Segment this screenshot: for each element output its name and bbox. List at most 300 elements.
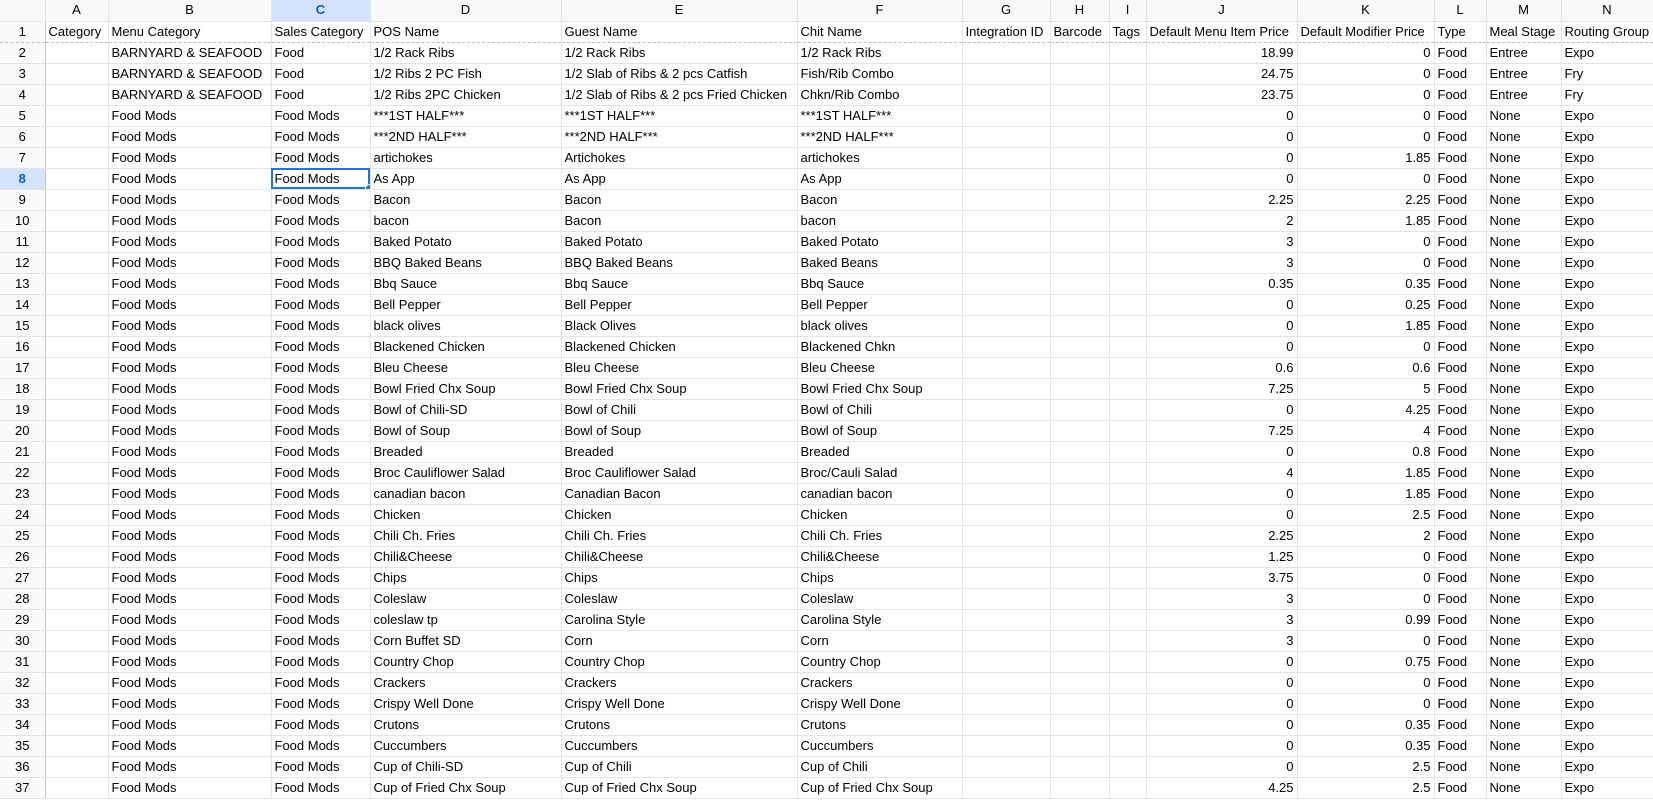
cell-n37[interactable]: Expo xyxy=(1561,777,1653,798)
row-header-11[interactable]: 11 xyxy=(0,231,45,252)
cell-g11[interactable] xyxy=(962,231,1050,252)
cell-i9[interactable] xyxy=(1109,189,1146,210)
cell-j6[interactable]: 0 xyxy=(1146,126,1297,147)
cell-k12[interactable]: 0 xyxy=(1297,252,1434,273)
cell-i1[interactable]: Tags xyxy=(1109,21,1146,42)
cell-l2[interactable]: Food xyxy=(1434,42,1486,63)
column-header-n[interactable]: N xyxy=(1561,0,1653,21)
cell-d35[interactable]: Cuccumbers xyxy=(370,735,561,756)
cell-b34[interactable]: Food Mods xyxy=(108,714,271,735)
cell-l14[interactable]: Food xyxy=(1434,294,1486,315)
cell-j11[interactable]: 3 xyxy=(1146,231,1297,252)
cell-n36[interactable]: Expo xyxy=(1561,756,1653,777)
cell-f7[interactable]: artichokes xyxy=(797,147,962,168)
cell-k6[interactable]: 0 xyxy=(1297,126,1434,147)
cell-b4[interactable]: BARNYARD & SEAFOOD xyxy=(108,84,271,105)
cell-h27[interactable] xyxy=(1050,567,1109,588)
cell-n30[interactable]: Expo xyxy=(1561,630,1653,651)
cell-k35[interactable]: 0.35 xyxy=(1297,735,1434,756)
cell-h24[interactable] xyxy=(1050,504,1109,525)
cell-e23[interactable]: Canadian Bacon xyxy=(561,483,797,504)
cell-m37[interactable]: None xyxy=(1486,777,1561,798)
cell-g26[interactable] xyxy=(962,546,1050,567)
cell-a22[interactable] xyxy=(45,462,108,483)
cell-n18[interactable]: Expo xyxy=(1561,378,1653,399)
row-header-15[interactable]: 15 xyxy=(0,315,45,336)
cell-f31[interactable]: Country Chop xyxy=(797,651,962,672)
cell-h21[interactable] xyxy=(1050,441,1109,462)
row-header-16[interactable]: 16 xyxy=(0,336,45,357)
cell-g22[interactable] xyxy=(962,462,1050,483)
cell-k5[interactable]: 0 xyxy=(1297,105,1434,126)
cell-l13[interactable]: Food xyxy=(1434,273,1486,294)
cell-i7[interactable] xyxy=(1109,147,1146,168)
cell-e13[interactable]: Bbq Sauce xyxy=(561,273,797,294)
cell-j29[interactable]: 3 xyxy=(1146,609,1297,630)
cell-a21[interactable] xyxy=(45,441,108,462)
cell-g9[interactable] xyxy=(962,189,1050,210)
cell-d26[interactable]: Chili&Cheese xyxy=(370,546,561,567)
cell-k25[interactable]: 2 xyxy=(1297,525,1434,546)
cell-g4[interactable] xyxy=(962,84,1050,105)
cell-f11[interactable]: Baked Potato xyxy=(797,231,962,252)
cell-n24[interactable]: Expo xyxy=(1561,504,1653,525)
cell-j14[interactable]: 0 xyxy=(1146,294,1297,315)
cell-c30[interactable]: Food Mods xyxy=(271,630,370,651)
cell-g2[interactable] xyxy=(962,42,1050,63)
cell-d7[interactable]: artichokes xyxy=(370,147,561,168)
cell-f6[interactable]: ***2ND HALF*** xyxy=(797,126,962,147)
cell-e4[interactable]: 1/2 Slab of Ribs & 2 pcs Fried Chicken xyxy=(561,84,797,105)
cell-g36[interactable] xyxy=(962,756,1050,777)
cell-l6[interactable]: Food xyxy=(1434,126,1486,147)
cell-f1[interactable]: Chit Name xyxy=(797,21,962,42)
cell-m2[interactable]: Entree xyxy=(1486,42,1561,63)
cell-l28[interactable]: Food xyxy=(1434,588,1486,609)
cell-c22[interactable]: Food Mods xyxy=(271,462,370,483)
cell-k9[interactable]: 2.25 xyxy=(1297,189,1434,210)
cell-j27[interactable]: 3.75 xyxy=(1146,567,1297,588)
row-header-36[interactable]: 36 xyxy=(0,756,45,777)
cell-c31[interactable]: Food Mods xyxy=(271,651,370,672)
cell-m31[interactable]: None xyxy=(1486,651,1561,672)
cell-f33[interactable]: Crispy Well Done xyxy=(797,693,962,714)
cell-f19[interactable]: Bowl of Chili xyxy=(797,399,962,420)
column-header-d[interactable]: D xyxy=(370,0,561,21)
cell-l25[interactable]: Food xyxy=(1434,525,1486,546)
cell-k2[interactable]: 0 xyxy=(1297,42,1434,63)
cell-l11[interactable]: Food xyxy=(1434,231,1486,252)
cell-l23[interactable]: Food xyxy=(1434,483,1486,504)
cell-m36[interactable]: None xyxy=(1486,756,1561,777)
cell-m14[interactable]: None xyxy=(1486,294,1561,315)
cell-k26[interactable]: 0 xyxy=(1297,546,1434,567)
cell-c36[interactable]: Food Mods xyxy=(271,756,370,777)
cell-l30[interactable]: Food xyxy=(1434,630,1486,651)
cell-g35[interactable] xyxy=(962,735,1050,756)
cell-d33[interactable]: Crispy Well Done xyxy=(370,693,561,714)
cell-m35[interactable]: None xyxy=(1486,735,1561,756)
cell-b9[interactable]: Food Mods xyxy=(108,189,271,210)
cell-f24[interactable]: Chicken xyxy=(797,504,962,525)
cell-m29[interactable]: None xyxy=(1486,609,1561,630)
cell-f13[interactable]: Bbq Sauce xyxy=(797,273,962,294)
cell-k24[interactable]: 2.5 xyxy=(1297,504,1434,525)
cell-c11[interactable]: Food Mods xyxy=(271,231,370,252)
cell-i13[interactable] xyxy=(1109,273,1146,294)
cell-h10[interactable] xyxy=(1050,210,1109,231)
cell-h12[interactable] xyxy=(1050,252,1109,273)
cell-a15[interactable] xyxy=(45,315,108,336)
cell-b37[interactable]: Food Mods xyxy=(108,777,271,798)
cell-h23[interactable] xyxy=(1050,483,1109,504)
cell-l34[interactable]: Food xyxy=(1434,714,1486,735)
cell-i20[interactable] xyxy=(1109,420,1146,441)
cell-a17[interactable] xyxy=(45,357,108,378)
cell-i10[interactable] xyxy=(1109,210,1146,231)
cell-c2[interactable]: Food xyxy=(271,42,370,63)
column-header-a[interactable]: A xyxy=(45,0,108,21)
cell-g12[interactable] xyxy=(962,252,1050,273)
cell-b17[interactable]: Food Mods xyxy=(108,357,271,378)
cell-g29[interactable] xyxy=(962,609,1050,630)
cell-a24[interactable] xyxy=(45,504,108,525)
cell-d8[interactable]: As App xyxy=(370,168,561,189)
cell-f4[interactable]: Chkn/Rib Combo xyxy=(797,84,962,105)
cell-h2[interactable] xyxy=(1050,42,1109,63)
cell-h16[interactable] xyxy=(1050,336,1109,357)
cell-e3[interactable]: 1/2 Slab of Ribs & 2 pcs Catfish xyxy=(561,63,797,84)
cell-j15[interactable]: 0 xyxy=(1146,315,1297,336)
cell-d30[interactable]: Corn Buffet SD xyxy=(370,630,561,651)
cell-i4[interactable] xyxy=(1109,84,1146,105)
cell-l17[interactable]: Food xyxy=(1434,357,1486,378)
cell-h15[interactable] xyxy=(1050,315,1109,336)
column-header-f[interactable]: F xyxy=(797,0,962,21)
cell-e24[interactable]: Chicken xyxy=(561,504,797,525)
cell-a9[interactable] xyxy=(45,189,108,210)
row-header-32[interactable]: 32 xyxy=(0,672,45,693)
row-header-29[interactable]: 29 xyxy=(0,609,45,630)
cell-e26[interactable]: Chili&Cheese xyxy=(561,546,797,567)
cell-a4[interactable] xyxy=(45,84,108,105)
cell-k21[interactable]: 0.8 xyxy=(1297,441,1434,462)
cell-b8[interactable]: Food Mods xyxy=(108,168,271,189)
cell-e28[interactable]: Coleslaw xyxy=(561,588,797,609)
cell-d14[interactable]: Bell Pepper xyxy=(370,294,561,315)
cell-g10[interactable] xyxy=(962,210,1050,231)
cell-j1[interactable]: Default Menu Item Price xyxy=(1146,21,1297,42)
cell-n33[interactable]: Expo xyxy=(1561,693,1653,714)
column-header-j[interactable]: J xyxy=(1146,0,1297,21)
cell-f21[interactable]: Breaded xyxy=(797,441,962,462)
cell-i8[interactable] xyxy=(1109,168,1146,189)
cell-j32[interactable]: 0 xyxy=(1146,672,1297,693)
cell-m9[interactable]: None xyxy=(1486,189,1561,210)
cell-c27[interactable]: Food Mods xyxy=(271,567,370,588)
cell-d18[interactable]: Bowl Fried Chx Soup xyxy=(370,378,561,399)
cell-h14[interactable] xyxy=(1050,294,1109,315)
cell-b30[interactable]: Food Mods xyxy=(108,630,271,651)
cell-f5[interactable]: ***1ST HALF*** xyxy=(797,105,962,126)
cell-g32[interactable] xyxy=(962,672,1050,693)
cell-j35[interactable]: 0 xyxy=(1146,735,1297,756)
cell-h13[interactable] xyxy=(1050,273,1109,294)
cell-a14[interactable] xyxy=(45,294,108,315)
cell-g13[interactable] xyxy=(962,273,1050,294)
cell-g25[interactable] xyxy=(962,525,1050,546)
cell-m18[interactable]: None xyxy=(1486,378,1561,399)
cell-k29[interactable]: 0.99 xyxy=(1297,609,1434,630)
cell-d34[interactable]: Crutons xyxy=(370,714,561,735)
cell-d23[interactable]: canadian bacon xyxy=(370,483,561,504)
cell-k8[interactable]: 0 xyxy=(1297,168,1434,189)
cell-j36[interactable]: 0 xyxy=(1146,756,1297,777)
cell-a36[interactable] xyxy=(45,756,108,777)
cell-g24[interactable] xyxy=(962,504,1050,525)
cell-b11[interactable]: Food Mods xyxy=(108,231,271,252)
cell-h20[interactable] xyxy=(1050,420,1109,441)
cell-l36[interactable]: Food xyxy=(1434,756,1486,777)
cell-i16[interactable] xyxy=(1109,336,1146,357)
cell-b1[interactable]: Menu Category xyxy=(108,21,271,42)
cell-j21[interactable]: 0 xyxy=(1146,441,1297,462)
cell-d2[interactable]: 1/2 Rack Ribs xyxy=(370,42,561,63)
cell-d4[interactable]: 1/2 Ribs 2PC Chicken xyxy=(370,84,561,105)
cell-b21[interactable]: Food Mods xyxy=(108,441,271,462)
cell-d13[interactable]: Bbq Sauce xyxy=(370,273,561,294)
cell-c29[interactable]: Food Mods xyxy=(271,609,370,630)
cell-c9[interactable]: Food Mods xyxy=(271,189,370,210)
row-header-24[interactable]: 24 xyxy=(0,504,45,525)
cell-n35[interactable]: Expo xyxy=(1561,735,1653,756)
cell-b3[interactable]: BARNYARD & SEAFOOD xyxy=(108,63,271,84)
cell-n15[interactable]: Expo xyxy=(1561,315,1653,336)
row-header-21[interactable]: 21 xyxy=(0,441,45,462)
row-header-33[interactable]: 33 xyxy=(0,693,45,714)
cell-i36[interactable] xyxy=(1109,756,1146,777)
cell-j25[interactable]: 2.25 xyxy=(1146,525,1297,546)
cell-g7[interactable] xyxy=(962,147,1050,168)
cell-a32[interactable] xyxy=(45,672,108,693)
cell-a34[interactable] xyxy=(45,714,108,735)
cell-l12[interactable]: Food xyxy=(1434,252,1486,273)
cell-n29[interactable]: Expo xyxy=(1561,609,1653,630)
cell-m10[interactable]: None xyxy=(1486,210,1561,231)
cell-k37[interactable]: 2.5 xyxy=(1297,777,1434,798)
column-header-i[interactable]: I xyxy=(1109,0,1146,21)
cell-c1[interactable]: Sales Category xyxy=(271,21,370,42)
row-header-13[interactable]: 13 xyxy=(0,273,45,294)
cell-k4[interactable]: 0 xyxy=(1297,84,1434,105)
cell-l10[interactable]: Food xyxy=(1434,210,1486,231)
cell-c6[interactable]: Food Mods xyxy=(271,126,370,147)
column-header-g[interactable]: G xyxy=(962,0,1050,21)
cell-a7[interactable] xyxy=(45,147,108,168)
cell-l24[interactable]: Food xyxy=(1434,504,1486,525)
cell-b20[interactable]: Food Mods xyxy=(108,420,271,441)
cell-g3[interactable] xyxy=(962,63,1050,84)
cell-c21[interactable]: Food Mods xyxy=(271,441,370,462)
cell-f14[interactable]: Bell Pepper xyxy=(797,294,962,315)
cell-j4[interactable]: 23.75 xyxy=(1146,84,1297,105)
cell-k17[interactable]: 0.6 xyxy=(1297,357,1434,378)
cell-d19[interactable]: Bowl of Chili-SD xyxy=(370,399,561,420)
row-header-31[interactable]: 31 xyxy=(0,651,45,672)
cell-m23[interactable]: None xyxy=(1486,483,1561,504)
cell-g15[interactable] xyxy=(962,315,1050,336)
cell-a33[interactable] xyxy=(45,693,108,714)
cell-f15[interactable]: black olives xyxy=(797,315,962,336)
cell-m3[interactable]: Entree xyxy=(1486,63,1561,84)
cell-m6[interactable]: None xyxy=(1486,126,1561,147)
cell-e10[interactable]: Bacon xyxy=(561,210,797,231)
cell-e22[interactable]: Broc Cauliflower Salad xyxy=(561,462,797,483)
cell-b23[interactable]: Food Mods xyxy=(108,483,271,504)
cell-b29[interactable]: Food Mods xyxy=(108,609,271,630)
cell-h22[interactable] xyxy=(1050,462,1109,483)
cell-j23[interactable]: 0 xyxy=(1146,483,1297,504)
cell-n31[interactable]: Expo xyxy=(1561,651,1653,672)
cell-g21[interactable] xyxy=(962,441,1050,462)
cell-e30[interactable]: Corn xyxy=(561,630,797,651)
cell-k10[interactable]: 1.85 xyxy=(1297,210,1434,231)
cell-k7[interactable]: 1.85 xyxy=(1297,147,1434,168)
cell-d11[interactable]: Baked Potato xyxy=(370,231,561,252)
cell-e18[interactable]: Bowl Fried Chx Soup xyxy=(561,378,797,399)
cell-i5[interactable] xyxy=(1109,105,1146,126)
cell-i37[interactable] xyxy=(1109,777,1146,798)
cell-a30[interactable] xyxy=(45,630,108,651)
column-header-h[interactable]: H xyxy=(1050,0,1109,21)
cell-e15[interactable]: Black Olives xyxy=(561,315,797,336)
cell-c10[interactable]: Food Mods xyxy=(271,210,370,231)
cell-i31[interactable] xyxy=(1109,651,1146,672)
cell-c37[interactable]: Food Mods xyxy=(271,777,370,798)
column-header-l[interactable]: L xyxy=(1434,0,1486,21)
cell-j13[interactable]: 0.35 xyxy=(1146,273,1297,294)
cell-l16[interactable]: Food xyxy=(1434,336,1486,357)
cell-j12[interactable]: 3 xyxy=(1146,252,1297,273)
cell-i25[interactable] xyxy=(1109,525,1146,546)
cell-n10[interactable]: Expo xyxy=(1561,210,1653,231)
cell-m27[interactable]: None xyxy=(1486,567,1561,588)
cell-n11[interactable]: Expo xyxy=(1561,231,1653,252)
cell-c15[interactable]: Food Mods xyxy=(271,315,370,336)
cell-j18[interactable]: 7.25 xyxy=(1146,378,1297,399)
cell-j3[interactable]: 24.75 xyxy=(1146,63,1297,84)
cell-k20[interactable]: 4 xyxy=(1297,420,1434,441)
cell-n14[interactable]: Expo xyxy=(1561,294,1653,315)
cell-e20[interactable]: Bowl of Soup xyxy=(561,420,797,441)
cell-h29[interactable] xyxy=(1050,609,1109,630)
cell-c20[interactable]: Food Mods xyxy=(271,420,370,441)
cell-c18[interactable]: Food Mods xyxy=(271,378,370,399)
row-header-3[interactable]: 3 xyxy=(0,63,45,84)
cell-l37[interactable]: Food xyxy=(1434,777,1486,798)
cell-i12[interactable] xyxy=(1109,252,1146,273)
cell-j22[interactable]: 4 xyxy=(1146,462,1297,483)
cell-j16[interactable]: 0 xyxy=(1146,336,1297,357)
cell-a37[interactable] xyxy=(45,777,108,798)
cell-m8[interactable]: None xyxy=(1486,168,1561,189)
row-header-34[interactable]: 34 xyxy=(0,714,45,735)
cell-g28[interactable] xyxy=(962,588,1050,609)
cell-a23[interactable] xyxy=(45,483,108,504)
cell-b28[interactable]: Food Mods xyxy=(108,588,271,609)
cell-e25[interactable]: Chili Ch. Fries xyxy=(561,525,797,546)
cell-g33[interactable] xyxy=(962,693,1050,714)
cell-g23[interactable] xyxy=(962,483,1050,504)
cell-m20[interactable]: None xyxy=(1486,420,1561,441)
cell-b35[interactable]: Food Mods xyxy=(108,735,271,756)
cell-a11[interactable] xyxy=(45,231,108,252)
cell-m12[interactable]: None xyxy=(1486,252,1561,273)
cell-b12[interactable]: Food Mods xyxy=(108,252,271,273)
row-header-17[interactable]: 17 xyxy=(0,357,45,378)
cell-b13[interactable]: Food Mods xyxy=(108,273,271,294)
cell-m30[interactable]: None xyxy=(1486,630,1561,651)
cell-f28[interactable]: Coleslaw xyxy=(797,588,962,609)
cell-k16[interactable]: 0 xyxy=(1297,336,1434,357)
cell-e17[interactable]: Bleu Cheese xyxy=(561,357,797,378)
cell-c5[interactable]: Food Mods xyxy=(271,105,370,126)
cell-l7[interactable]: Food xyxy=(1434,147,1486,168)
cell-h30[interactable] xyxy=(1050,630,1109,651)
cell-h34[interactable] xyxy=(1050,714,1109,735)
cell-d24[interactable]: Chicken xyxy=(370,504,561,525)
cell-j20[interactable]: 7.25 xyxy=(1146,420,1297,441)
cell-h35[interactable] xyxy=(1050,735,1109,756)
cell-b5[interactable]: Food Mods xyxy=(108,105,271,126)
cell-c4[interactable]: Food xyxy=(271,84,370,105)
cell-n25[interactable]: Expo xyxy=(1561,525,1653,546)
cell-b2[interactable]: BARNYARD & SEAFOOD xyxy=(108,42,271,63)
cell-l5[interactable]: Food xyxy=(1434,105,1486,126)
cell-d29[interactable]: coleslaw tp xyxy=(370,609,561,630)
cell-n32[interactable]: Expo xyxy=(1561,672,1653,693)
cell-c33[interactable]: Food Mods xyxy=(271,693,370,714)
cell-n16[interactable]: Expo xyxy=(1561,336,1653,357)
cell-e37[interactable]: Cup of Fried Chx Soup xyxy=(561,777,797,798)
cell-i27[interactable] xyxy=(1109,567,1146,588)
cell-i22[interactable] xyxy=(1109,462,1146,483)
cell-h28[interactable] xyxy=(1050,588,1109,609)
cell-g5[interactable] xyxy=(962,105,1050,126)
cell-f16[interactable]: Blackened Chkn xyxy=(797,336,962,357)
cell-i21[interactable] xyxy=(1109,441,1146,462)
row-header-1[interactable]: 1 xyxy=(0,21,45,42)
cell-e33[interactable]: Crispy Well Done xyxy=(561,693,797,714)
cell-e9[interactable]: Bacon xyxy=(561,189,797,210)
cell-j24[interactable]: 0 xyxy=(1146,504,1297,525)
cell-m34[interactable]: None xyxy=(1486,714,1561,735)
cell-h19[interactable] xyxy=(1050,399,1109,420)
cell-n13[interactable]: Expo xyxy=(1561,273,1653,294)
cell-e19[interactable]: Bowl of Chili xyxy=(561,399,797,420)
cell-f36[interactable]: Cup of Chili xyxy=(797,756,962,777)
cell-c17[interactable]: Food Mods xyxy=(271,357,370,378)
cell-b14[interactable]: Food Mods xyxy=(108,294,271,315)
cell-i29[interactable] xyxy=(1109,609,1146,630)
cell-c25[interactable]: Food Mods xyxy=(271,525,370,546)
cell-a13[interactable] xyxy=(45,273,108,294)
select-all-corner[interactable] xyxy=(0,0,45,21)
cell-h18[interactable] xyxy=(1050,378,1109,399)
cell-b24[interactable]: Food Mods xyxy=(108,504,271,525)
cell-a27[interactable] xyxy=(45,567,108,588)
cell-m17[interactable]: None xyxy=(1486,357,1561,378)
